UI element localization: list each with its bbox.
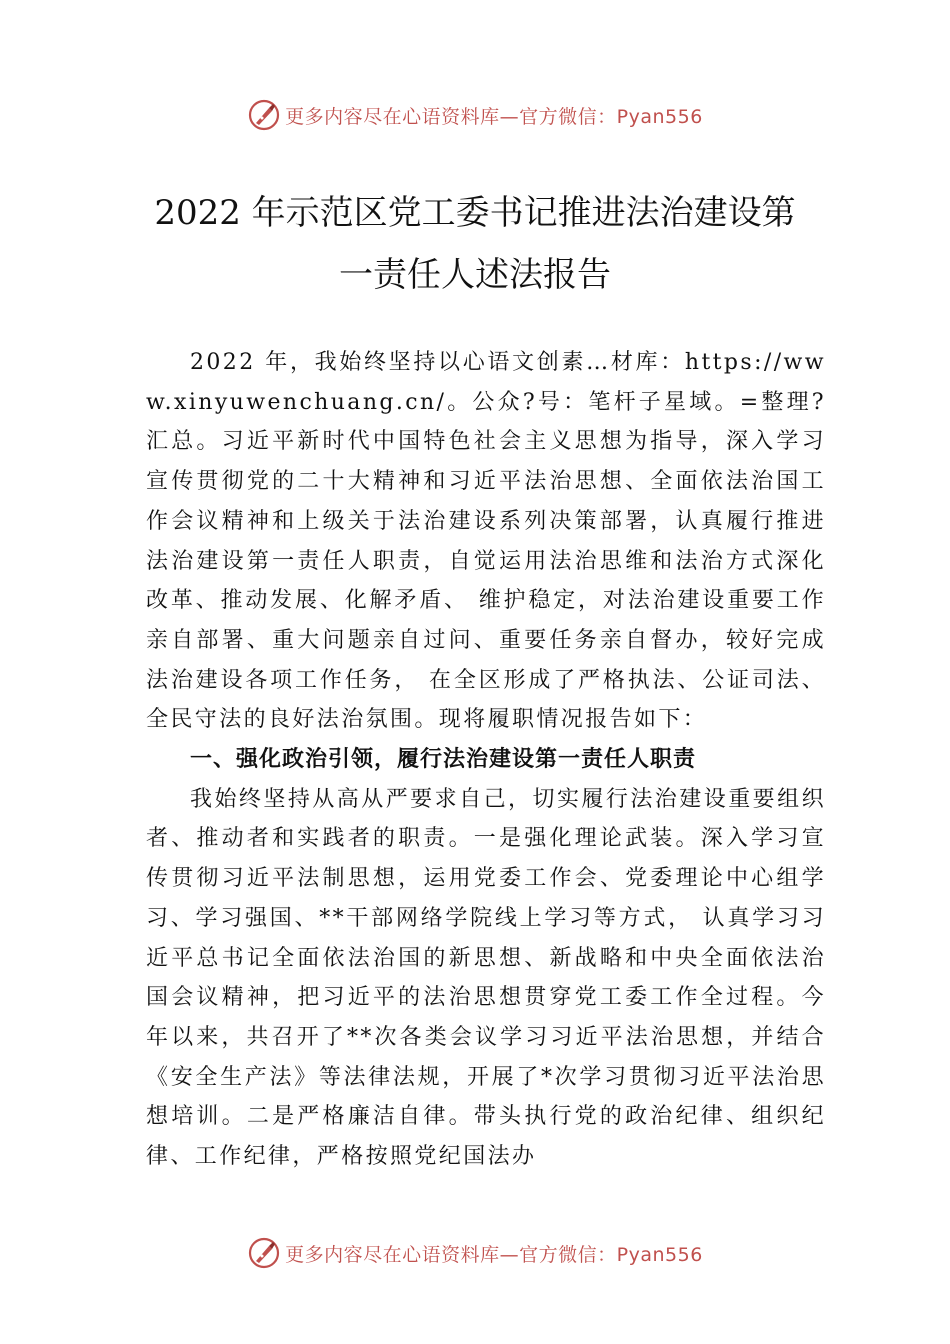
watermark-banner-top: [0, 95, 950, 135]
pen-logo-icon: [247, 98, 281, 132]
watermark-text: 更多内容尽在心语资料库—官方微信：Pyan556: [285, 1243, 703, 1266]
title-line-1: 2022 年示范区党工委书记推进法治建设第: [154, 193, 796, 233]
watermark-text: 更多内容尽在心语资料库—官方微信：Pyan556: [285, 105, 703, 128]
pen-logo-icon: [247, 1236, 281, 1270]
section-heading-1: 一、强化政治引领，履行法治建设第一责任人职责: [190, 747, 697, 773]
paragraph-section-1: 我始终坚持从高从严要求自己，切实履行法治建设重要组织者、推动者和实践者的职责。一是强化理论武装。深入学习宣传贯彻习近平法制思想，运用党委工作会、党委理论中心组学习、学习强国、**干部网络学院线上学习等方式， 认真学习习近平总书记全面依法治国的新思想、新战略和中央全面依法治国会议精神，把习近平的法治思想贯穿党工委工作全过程。今年以来，共召开了**次各类会议学习习近平法治思想，并结合《安全生产法》等法律法规，开展了*次学习贯彻习近平法治思想培训。二是严格廉洁自律。带头执行党的政治纪律、组织纪律、工作纪律，严格按照党纪国法办: [146, 786, 826, 1170]
document-body: [146, 343, 826, 1177]
title-line-2: 一责任人述法报告: [339, 255, 611, 295]
paragraph-intro: 2022 年，我始终坚持以心语文创素…材库：https://www.xinyuwenchuang.cn/。公众?号：笔杆子星域。=整理?汇总。习近平新时代中国特色社会主义思想为指导，深入学习宣传贯彻党的二十大精神和习近平法治思想、全面依法治国工作会议精神和上级关于法治建设系列决策部署，认真履行推进法治建设第一责任人职责，自觉运用法治思维和法治方式深化改革、推动发展、化解矛盾、 维护稳定，对法治建设重要工作亲自部署、重大问题亲自过问、重要任务亲自督办，较好完成法治建设各项工作任务， 在全区形成了严格执法、公证司法、全民守法的良好法治氛围。现将履职情况报告如下：: [146, 350, 826, 733]
watermark-banner-bottom: [0, 1233, 950, 1273]
document-title: [0, 182, 950, 306]
